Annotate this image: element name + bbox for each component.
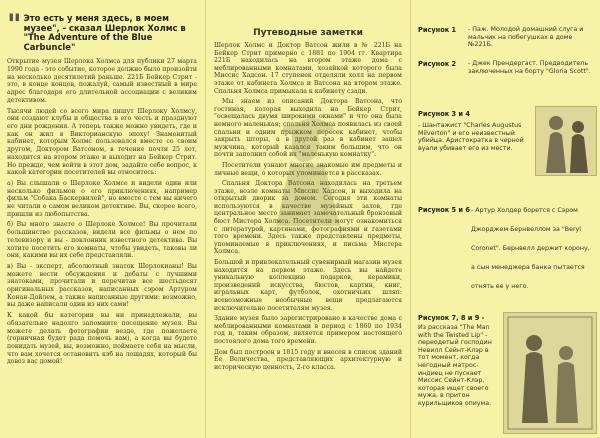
figure-caption-1: [418, 26, 596, 49]
figure-caption-3: [418, 110, 528, 152]
figure-label-5-6: [418, 197, 470, 216]
figure-label: Рисунок 3 и 4: [418, 110, 470, 118]
illustration-figures-icon: [536, 107, 596, 175]
column-intro: [0, 0, 205, 438]
guide-paragraph: Дом был построен в 1815 году и внесен в список зданий Ее Величества, представляющих архитектурную и историческую ценность, 2-го класса.: [214, 348, 402, 371]
guide-paragraph: Здание музея было зарегистрировано в качестве дома с меблированными комнатами в период с 1860 по 1934 год и, таким образом, является примером настоящего постоялого дома того времени.: [214, 315, 402, 345]
figure-label: Рисунок 1: [418, 26, 457, 34]
figure-label: Рисунок 5 и 6: [418, 206, 470, 214]
guide-paragraph: Мы знаем из описаний Доктора Ватсона, что гостиная, которая выходила на Бейкер Стрит, "освещалась двумя широкими окнами" и что она была немного маленькая; спальня Холмса появилась из своей спальни и одним прыжком пересек кабинет, чтобы закрыть шторы, а в другой раз в кабинет зашел мужчина, который казался таким большим, что он почти заполнил собой их "маленькую комнатку".: [214, 98, 402, 159]
guide-paragraph: Шерлок Холмс и Доктор Ватсон жили в № 221Б на Бейкер Стрит примерно с 1881 по 1904 гг. Квартира 221Б находилась на втором этаже дома с меблированными комнатами, хозяйкой которого была Миссис Хадсон. 17 ступенек отделяли холл на первом этаже от кабинета Холмса и Ватсона на втором этаже. Спальня Холмса примыкала к кабинету сзади.: [214, 42, 402, 95]
intro-title: Это есть у меня здесь, в моем музее", - сказал Шерлок Холмс в "The Adventure of the Blue Carbuncle": [23, 13, 186, 52]
intro-paragraph: Открытие музея Шерлока Холмса для публики 27 марта 1990 года - это событие, которое должно было произойти на несколько десятилетий раньше. 221Б Бейкер Стрит - это, в конце концов, пожалуй, самый известный в мире адрес благодаря его длительной ассоциации с великим детективом.: [7, 58, 197, 104]
figure-label: Рисунок 7, 8 и 9 -: [418, 314, 485, 322]
guide-paragraph: Спальня Доктора Ватсона находилась на третьем этаже, возле комнаты Миссис Хадсон, и выходила на открытый дворик за домом. Сегодня эти комнаты используются в качестве музейных залов, где центральное место занимает замечательный бронзовый бюст Мистера Холмса. Посетители могут ознакомиться с литературой, картинами, фотографиями и газетами того времени. Здесь также представлены предметы, упоминаемые в приключениях, и письма Мистера Холмса.: [214, 180, 402, 256]
intro-paragraph: Тысячи людей со всего мира пишут Шерлоку Холмсу, они создают клубы и общества в его честь и празднуют его дни рождения. А теперь также можно увидеть, где и как он жил в Викторианскую эпоху! Знаменитый кабинет, которым Холмс пользовался вместе со своим другом, Доктором Ватсоном, в течение почти 25 лет, находится на втором этаже и выходит на Бейкер Стрит. Но прежде, чем войти в этот дом, задайте себе вопрос, к какой категории посетителей вы относитесь:: [7, 107, 197, 177]
figure-text: Из рассказа "The Man with the Twisted Lip" - переодетый господин Невилл Сейнт-Клэр в тот момент, когда негодный матрос-индиец не пускает Миссис Сейнт-Клэр, которая ищет своего мужа, в притон курильщиков опиума.: [418, 324, 492, 407]
figure-illustration-3-4: [535, 106, 597, 176]
figure-text: - Артур Холдер борется с Сэром Джорджем Бернвеллом за "Beryl Coronet". Бернвелл держит корону, а сын менеджера банка пытается отнять ее у него.: [471, 207, 590, 290]
intro-paragraph: а) Вы слышали о Шерлоке Холмсе и видели один или несколько фильмов о его приключениях, например фильм "Собака Баскервилей", но вместе с тем вы ничего не читали о самом великом детективе. Вы, скорее всего, пришли из любопытства.: [7, 179, 197, 218]
guide-paragraph: Посетители узнают многие знакомые им предметы и личные вещи, о которых упоминается в рассказах.: [214, 161, 402, 177]
intro-paragraph: б) Вы много знаете о Шерлоке Холмсе! Вы прочитали большинство рассказов, видели все фильмы о нем по телевизору и вы - поклонник известного детектива. Вы хотите посетить его комнаты, чтобы увидеть, таковы ли они, какими вы их себе представляли.: [7, 221, 197, 260]
figure-text: - Шантажист "Charles Augustus Milverton" и его неизвестный убийца. Аристократка в черной вуали убивает его из мести.: [418, 122, 524, 152]
quote-mark: ": [7, 8, 22, 41]
intro-paragraph: К какой бы категории вы ни принадлежали, вы обязательно надолго запомните посещение музея. Вы можете делать фотографии везде, где пожелаете (горничная будет рада помочь вам), а когда вы будете покидать музей, вы, возможно, поймаете себя на мысли, что вам хочется остановить кэб на лошадях, который бы довез вас домой!: [7, 312, 197, 366]
guide-heading: Путеводные заметки: [253, 28, 363, 38]
figure-label: Рисунок 2: [418, 60, 457, 68]
intro-header: [7, 8, 197, 52]
illustration-opium-den-icon: [504, 313, 596, 433]
guide-paragraph: Большой и привлекательный сувенирный магазин музея находится на первом этаже. Здесь вы найдете уникальную коллекцию подарков, керамики, произведений искусства, бюстов, картин, книг, игральных карт, футболок, охотничьих шляп: всевозможные необычные вещи предлагаются исключительно посетителям музея.: [214, 259, 402, 312]
figure-text: - Джек Прендергаст. Предводитель заключенных на борту "Gloria Scott".: [468, 60, 591, 75]
intro-paragraph: в) Вы - эксперт, абсолютный знаток Шерлокианы! Вы можете вести обсуждения и дебаты с лучшими знатоками, прочитали и перечитав все шестьдесят оригинальных рассказов, написанных сэром Артуром Конан-Дойлем, а также написанные другими: возможно, вы даже написали один из них сами!: [7, 262, 197, 309]
figure-text: - Паж. Молодой домашний слуга и мальчик на побегушках в доме №221Б.: [468, 26, 584, 49]
column-guide-notes: [205, 0, 408, 438]
figure-caption-2: [418, 60, 596, 75]
figure-caption-5: [418, 314, 500, 408]
figure-illustration-7-9: [503, 312, 597, 434]
figure-caption-4: [471, 197, 595, 292]
column-figures: [411, 0, 600, 438]
